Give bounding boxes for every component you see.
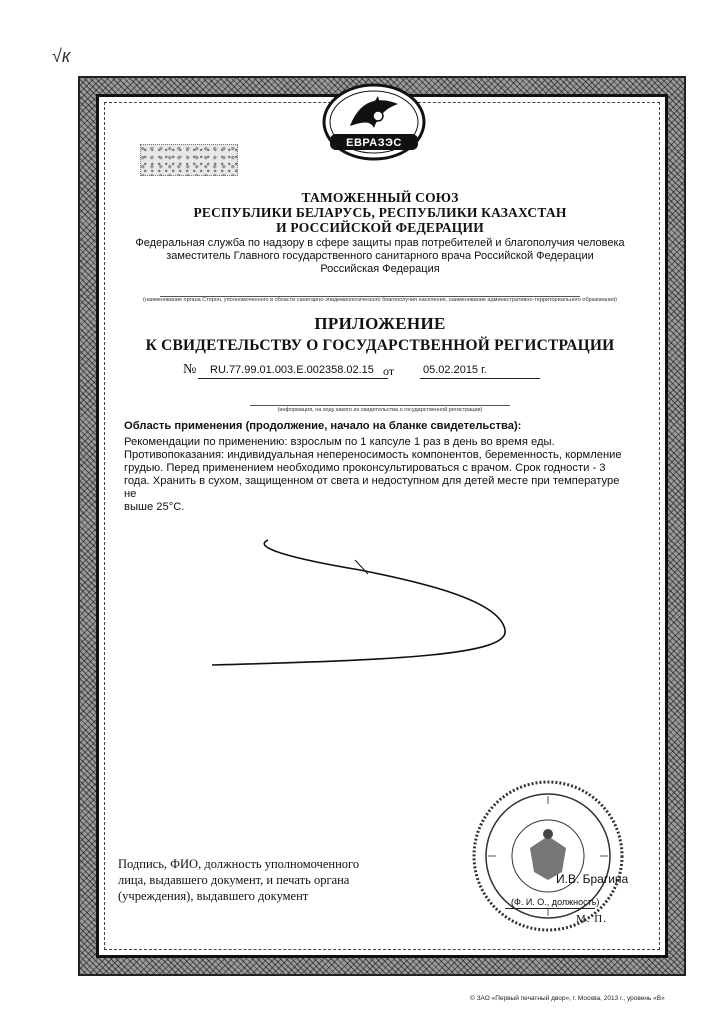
scope-line-4: года. Хранить в сухом, защищенном от света и недоступном для детей месте при температуре не	[124, 475, 620, 500]
registration-date: 05.02.2015 г.	[423, 364, 487, 376]
signature-caption	[118, 856, 418, 904]
header-line-1: ТАМОЖЕННЫЙ СОЮЗ	[301, 190, 459, 205]
document-title: ПРИЛОЖЕНИЕ	[314, 314, 446, 333]
agency-line-1: Федеральная служба по надзору в сфере защиты прав потребителей и благополучия человека	[135, 237, 625, 249]
agency-line-2: заместитель Главного государственного санитарного врача Российской Федерации	[166, 250, 594, 262]
agency-caption: (наименование органа Сторон, уполномоченного в области санитарно-эпидемиологического благополучия населения, наименование административно-территориального образования)	[142, 297, 618, 303]
official-seal-icon	[468, 776, 628, 936]
signature-caption-line-1: Подпись, ФИО, должность уполномоченного	[118, 857, 360, 871]
signature-caption-line-3: (учреждения), выдавшего документ	[118, 889, 309, 903]
date-label: от	[383, 364, 395, 378]
corner-handwritten-mark: √к	[52, 46, 71, 66]
printer-footer: © ЗАО «Первый печатный двор», г. Москва, 2013 г., уровень «В»	[470, 995, 665, 1002]
scope-line-5: выше 25°С.	[124, 501, 185, 513]
fio-caption: (Ф. И. О., должность)	[511, 897, 600, 907]
header-line-2: РЕСПУБЛИКИ БЕЛАРУСЬ, РЕСПУБЛИКИ КАЗАХСТАН	[193, 205, 567, 220]
document-subtitle: К СВИДЕТЕЛЬСТВУ О ГОСУДАРСТВЕННОЙ РЕГИСТРАЦИИ	[145, 337, 615, 354]
signature-caption-line-2: лица, выдавшего документ, и печать органа	[118, 873, 350, 887]
stamp-place-label: М. П.	[576, 913, 607, 925]
registration-caption: (информация, на ходу какого из свидетельства о государственной регистрации)	[277, 407, 483, 413]
scope-heading: Область применения (продолжение, начало на бланке свидетельства):	[124, 420, 522, 432]
agency-line-3: Российская Федерация	[320, 263, 440, 275]
header-line-3: И РОССИЙСКОЙ ФЕДЕРАЦИИ	[276, 220, 484, 235]
number-sign: №	[183, 362, 197, 377]
emblem-label: ЕВРАЗЭС	[346, 137, 402, 149]
scope-line-1: Рекомендации по применению: взрослым по 1 капсуле 1 раз в день во время еды.	[124, 436, 555, 448]
scope-line-3: грудью. Перед применением необходимо проконсультироваться с врачом. Срок годности - 3	[124, 462, 606, 474]
signatory-name: И.В. Брагина	[556, 872, 629, 886]
registration-number: RU.77.99.01.003.E.002358.02.15	[210, 364, 374, 376]
scope-line-2: Противопоказания: индивидуальная непереносимость компонентов, беременность, кормление	[124, 449, 622, 461]
fio-underline	[505, 908, 595, 909]
